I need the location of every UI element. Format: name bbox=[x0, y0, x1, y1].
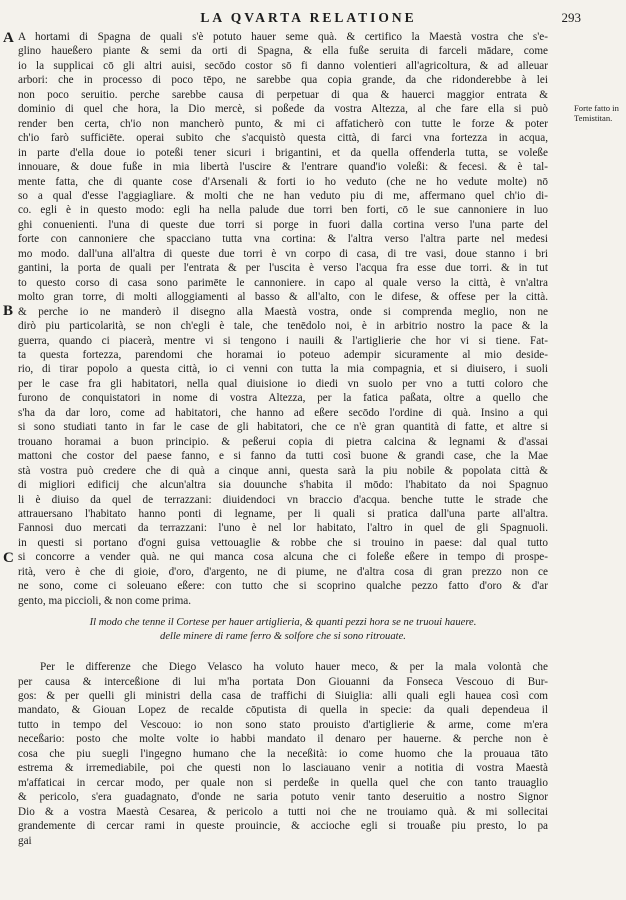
text-line: Fannosi duo mercati da terrazzani: l'uno è nel lor habitato, l'altro in quel de gli Spagnuoli. bbox=[18, 522, 548, 535]
text-line: molto gran torre, di molti alloggiamenti al basso & all'alto, con le difese, & offese per la città. bbox=[18, 291, 548, 304]
text-line: co. egli è in questo modo: egli ha nella palude due torri ben forti, cō le sue cannoniere in luo bbox=[18, 204, 548, 217]
text-line: ghi conuenienti. l'una di queste due torri si porge in fuori dalla cortina verso l'una parte del bbox=[18, 218, 548, 231]
text-line: to questo corso di casa sono parimēte le cannoniere. in capo al quale verso la città, è vn'altra bbox=[18, 276, 548, 289]
section-marker-b: B bbox=[3, 303, 14, 319]
text-line: glino haueßero piante & semi da orti di Spagna, & ella fuße seruita di farceli mādare, come bbox=[18, 45, 548, 58]
text-line: A hortami di Spagna de quali s'è potuto hauer seme quà. & certifico la Maestà vostra che s'e- bbox=[18, 31, 548, 43]
text-line: io la supplicai cō gli altri auisi, secōdo costor sō fi danno volentieri all'agricoltura, & ad alleuar bbox=[18, 59, 548, 72]
text-line: estrema & irremediabile, poi che questi non lo lasciauano venir a notitia di vostra Maestà bbox=[18, 762, 548, 775]
text-line: cosa che piu suegli l'ingegno humano che la neceßità: io come huomo che la prouaua tāto bbox=[18, 747, 548, 760]
text-line: arbori: che in processo di poco tēpo, ne sarebbe qua copia grande, da che ridonderebbe à lei bbox=[18, 74, 548, 87]
margin-note: Forte fatto in Temistitan. bbox=[574, 103, 619, 123]
text-line: ch'io farò sufficiēte. operai subito che s'acquistò questa città, di farci vna fortezza in acqua, bbox=[18, 132, 548, 145]
paragraph-artillery bbox=[18, 660, 548, 848]
caption-line: Il modo che tenne il Cortese per hauer artiglieria, & quanti pezzi hora se ne truoui hauere. bbox=[89, 617, 477, 629]
text-line: dominio di quel che hora, la Dio mercè, si poßede da vostra Altezza, al che fare ella si può bbox=[18, 103, 548, 116]
text-line: so a qual d'esse l'aggiagliare. & molti che ne han veduto piu di me, affermano quel ch'io di- bbox=[18, 189, 548, 202]
text-line: ta questa fortezza, parendomi che horamai io poteuo adempir sicuramente al mio deside- bbox=[18, 348, 548, 361]
text-line: si concorre a vender quà. ne qui manca cosa alcuna che ci foleße eßere in tempo di prospe- bbox=[18, 551, 548, 564]
caption-line: delle minere di rame ferro & solfore che si sono ritrouate. bbox=[160, 631, 406, 643]
text-line: grandemente di cercar rami in queste prouincie, & accioche egli si trouaße piu presto, lo pa bbox=[18, 820, 548, 833]
text-line: per le case fra gli habitatori, nella qual diuisione io diedi vn suolo per vno a tutti coloro che bbox=[18, 377, 548, 390]
text-line: innouare, & doue fuße in mia libertà l'uscire & l'entrare quand'io voleßi: & fecesi. & è tal- bbox=[18, 161, 548, 174]
text-line: attrauersano l'habitato hanno ponti di legname, per li quali si pratica dall'una parte all'altra. bbox=[18, 507, 548, 520]
running-title: LA QVARTA RELATIONE bbox=[200, 10, 417, 25]
running-head bbox=[18, 8, 599, 30]
text-line: s'ha da dar loro, come ad habitatori, che hanno ad eßere secōdo l'ordine di quà. Insino a qui bbox=[18, 406, 548, 419]
text-line: furono de conquistatori in nome di vostra Altezza, per la fatica paßata, oltre a quello che bbox=[18, 392, 548, 405]
text-line: in parte d'ella doue io poteßi tener sicuri i brigantini, et da quella offenderla tutta, se voleße bbox=[18, 146, 548, 159]
text-line: rità, vero è che di gioie, d'oro, d'argento, ne di piume, ne d'altra cosa di gran prezzo non ce bbox=[18, 565, 548, 578]
text-line: stà vostra può credere che di quà a cinque anni, questa sarà la piu nobile & popolata città & bbox=[18, 464, 548, 477]
section-marker-a: A bbox=[3, 30, 14, 46]
text-line: gento, ma piccioli, & non come prima. bbox=[18, 594, 192, 607]
text-line: m'affaticai in cercar modo, per quale non si perdeße in quella quel che con tanto trauaglio bbox=[18, 776, 548, 789]
text-line: in questi si portano d'ogni guisa vettouaglie & robbe che si trouino in paese: dal qual tutto bbox=[18, 536, 548, 549]
text-line: render ben certa, ch'io non mancherò punto, & mi ci affaticherò con tutte le forze & poter bbox=[18, 117, 548, 130]
text-line: rio, di tirar popolo a questa città, io ci venni con tutta la mia compagnia, et si diuisero, i suoli bbox=[18, 363, 548, 376]
text-line: dirò piu particolarità, se non ch'egli è tale, che tenēdolo noi, è in arbitrio nostro la pace & la bbox=[18, 320, 548, 333]
page-number: 293 bbox=[561, 10, 581, 25]
text-line: tutto in tempo del Vescouo: io non sono stato prouisto d'artiglierie & arme, come m'era bbox=[18, 718, 548, 731]
text-line: neceßario: posto che molte volte io habbi mandato il denaro per hauerne. & perche non è bbox=[18, 733, 548, 746]
text-line: guerra, quando ci piacerà, mentre vi si tengono i nauili & l'artiglierie che hor vi si tiene. Fat- bbox=[18, 334, 548, 347]
text-line: ne sono, come ci soleuano eßere: con tutto che si scoprino qualche pezzo fatto d'oro & d'ar bbox=[18, 580, 548, 593]
section-marker-c: C bbox=[3, 550, 14, 566]
text-line: per causa & interceßione di lui m'ha portata Don Giouanni da Fonseca Vescouo di Bur- bbox=[18, 675, 548, 688]
text-line: li è diuiso da quel de terrazzani: diuidendoci vn braccio d'acqua. benche tutte le strade che bbox=[18, 493, 548, 506]
text-line: gai bbox=[18, 834, 32, 847]
text-line: & pericolo, s'era guadagnato, d'onde ne saria potuto venir tanto deseruitio a nostro Signor bbox=[18, 791, 548, 804]
text-line: Dio & a vostra Maestà Cesarea, & pericolo a tutti noi che ne trouiamo quà. & mi sollecitai bbox=[18, 805, 548, 818]
text-line: mente fatta, che di quante cose d'Arsenali & forti io ho veduto (che ne ho vedute molte) nō bbox=[18, 175, 548, 188]
text-line: & perche io ne manderò il disegno alla Maestà vostra, onde si comprenda meglio, non ne bbox=[18, 305, 548, 318]
section-caption bbox=[18, 616, 548, 644]
text-line: mattoni che costor del paese fanno, e si fanno da tutti così buone & grandi case, che la Mae bbox=[18, 450, 548, 463]
text-line: mandato, & Giouan Lopez de recalde cōputista di quella in specie: da quali dependeua il bbox=[18, 704, 548, 717]
text-line: trouano horamai a buon principio. & peßerui copia di pietra calcina & legnami & d'assai bbox=[18, 435, 548, 448]
text-line: non poco seruitio. perche sarebbe causa di perpetuar di qua & hauerci maggior entrata & bbox=[18, 88, 548, 101]
text-line: gos: & per quelli gli ministri della casa de traffichi di Siuiglia: alli quali egli hauea così com bbox=[18, 690, 548, 703]
text-line: di migliori edificij che alcun'altra sia douunche s'habita il mōdo: l'habitato da noi Spagnuo bbox=[18, 479, 548, 492]
paragraph-fortress bbox=[3, 30, 619, 608]
text-line: mo modo. dall'una all'altra di queste due torri è vn corpo di casa, di tre vasi, doue stanno i bri bbox=[18, 247, 548, 260]
text-line: forte con cannoniere che spacciano tutta vna cortina: & l'altra verso l'altra parte nel medesi bbox=[18, 233, 548, 246]
text-line: gantini, la porta de quali per l'entrata & per l'uscita è verso l'acqua fra esse due torri. & in tut bbox=[18, 262, 548, 275]
text-line: Per le differenze che Diego Velasco ha voluto hauer meco, & per la mala volontà che bbox=[40, 661, 548, 674]
text-line: si sono studiati tanto in far le case de gli habitatori, che ce n'è gran quantità di fatte, et altre si bbox=[18, 421, 548, 434]
